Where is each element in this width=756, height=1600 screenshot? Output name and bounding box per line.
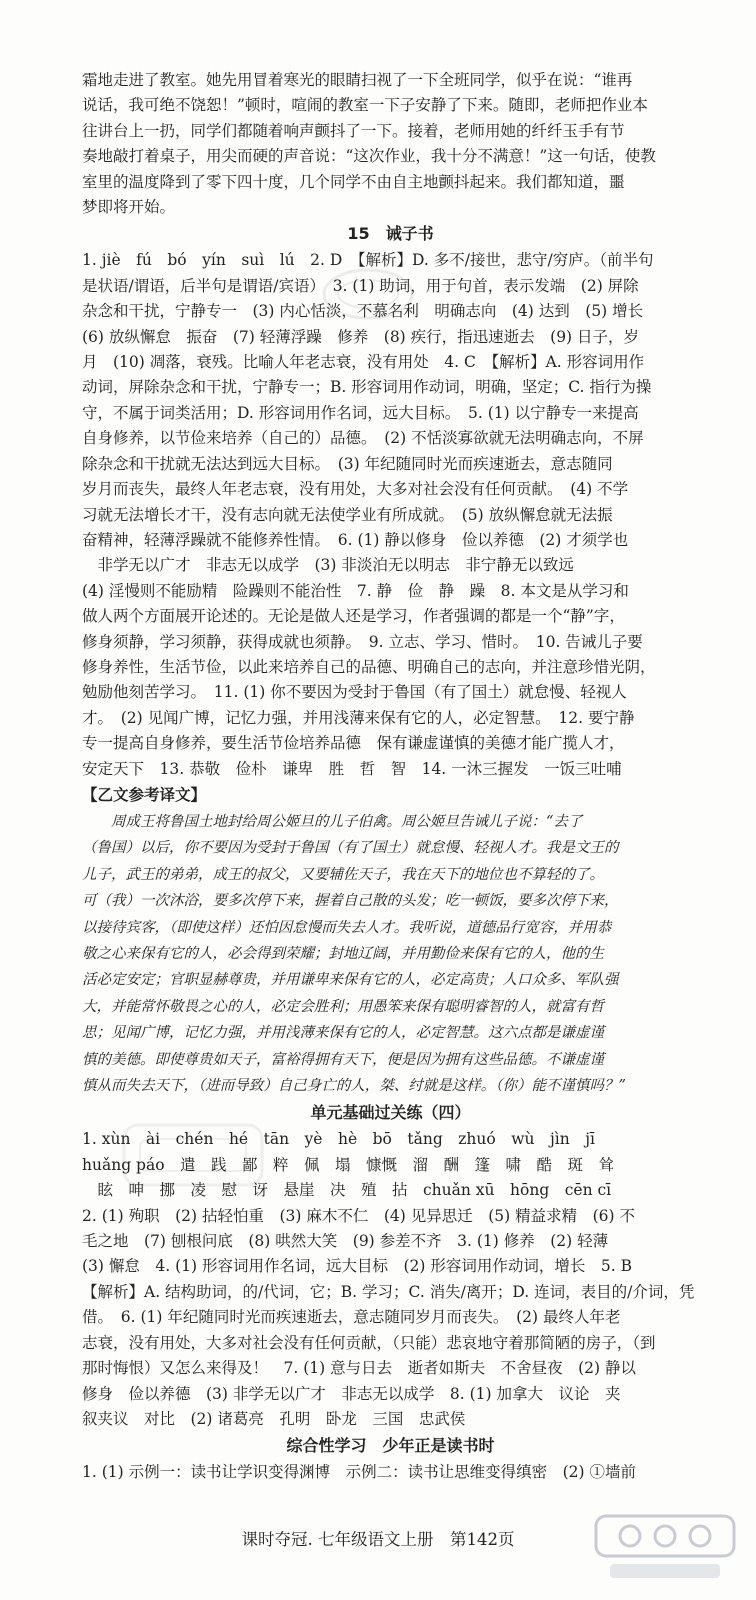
comprehensive-answers — [82, 1460, 699, 1485]
text-line: 自身修养，以节俭来培养（自己的）品德。 (2) 不恬淡寡欲就无法明确志向，不屏 — [82, 429, 644, 448]
text-line: 守，不属于词类活用；D. 形容词用作名词，远大目标。 5. (1) 以宁静专一来提高 — [82, 403, 639, 422]
page-footer: 课时夺冠. 七年级语文上册 第142页 — [241, 1530, 515, 1549]
text-line: 志衰，没有用处，大多对社会没有任何贡献，（只能）悲哀地守着那简陋的房子，（到 — [82, 1333, 656, 1352]
text-line: 敬之心来保有它的人，必会得到荣耀；封地辽阔，并用勤俭来保有它的人，他的生 — [82, 946, 604, 962]
text-line: 1. (1) 示例一：读书让学识变得渊博 示例二：读书让思维变得缜密 (2) ①墙前 — [82, 1463, 636, 1482]
text-line: 习就无法增长才干，没有志向就无法使学业有所成就。 (5) 放纵懈怠就无法振 — [82, 505, 613, 524]
text-line: 2. (1) 殉职 (2) 拈轻怕重 (3) 麻木不仁 (4) 见异思迁 (5) 精益求精 (6) 不 — [82, 1206, 636, 1225]
text-line: 借。 6. (1) 年纪随同时光而疾速逝去，意志随同岁月而丧失。 (2) 最终人年老 — [82, 1308, 621, 1327]
section-heading: 综合性学习 少年正是读书时 — [286, 1436, 495, 1456]
text-line: 修身须静，学习须静，获得成就也须静。 9. 立志、学习、惜时。 10. 告诫儿子要 — [82, 632, 643, 651]
text-line: 勉励他刻苦学习。 11. (1) 你不要因为受封于鲁国（有了国土）就怠慢、轻视人 — [82, 683, 627, 702]
text-line: 叙夹议 对比 (2) 诸葛亮 孔明 卧龙 三国 忠武侯 — [82, 1409, 466, 1428]
text-line: (6) 放纵懈怠 振奋 (7) 轻薄浮躁 修养 (8) 疾行，指迅速逝去 (9) 日子，岁 — [82, 327, 640, 346]
text-line: 1. jiè fú bó yín suì lú 2. D 【解析】D. 多不/接世，悲守/穷庐。（前半句 — [82, 251, 654, 270]
text-line: 除杂念和干扰就无法达到远大目标。 (3) 年纪随同时光而疾速逝去，意志随同 — [82, 454, 613, 473]
translation-title: 【乙文参考译文】 — [82, 785, 207, 804]
text-line: 大，并能常怀敬畏之心的人，必定会胜利；用愚笨来保有聪明睿智的人，就富有哲 — [82, 998, 604, 1015]
text-line: 以接待宾客，（即使这样）还怕因怠慢而失去人才。我听说，道德品行宽容，并用恭 — [82, 919, 612, 936]
text-line: 才。 (2) 见闻广博，记忆力强，并用浅薄来保有它的人，必定智慧。 12. 要宁静 — [82, 708, 635, 727]
text-line: 儿子，武王的弟弟，成王的叔父，又要辅佐天子，我在天下的地位也不算轻的了。 — [82, 866, 604, 883]
text-line: 梦即将开始。 — [82, 198, 176, 217]
text-line: 慎从而失去天下，（进而导致）自己身亡的人，桀、纣就是这样。（你）能不谨慎吗？” — [82, 1078, 626, 1095]
unit4-answers — [82, 1127, 699, 1432]
section15-answers — [82, 248, 699, 782]
text-line: 【解析】A. 结构助词，的/代词，它；B. 学习；C. 消失/离开；D. 连词，表目的/介词，凭 — [82, 1282, 695, 1301]
text-line: huǎng páo 遣 践 鄙 粹 佩 塌 慷慨 溜 酬 篷 啸 酷 斑 耸 — [82, 1155, 615, 1174]
text-line: 1. xùn ài chén hé tān yè hè bō tǎng zhuó wù jìn jī — [82, 1130, 595, 1149]
text-line: 那时悔恨）又怎么来得及！ 7. (1) 意与日去 逝者如斯夫 不舍昼夜 (2) 静以 — [82, 1359, 636, 1378]
text-line: 是状语/谓语，后半句是谓语/宾语） 3. (1) 助词，用于句首，表示发端 (2) 屏除 — [82, 276, 639, 295]
text-line: 奏地敲打着桌子，用尖而硬的声音说：“这次作业，我十分不满意！”这一句话，使教 — [82, 147, 656, 166]
text-line: 说话，我可绝不饶恕！”顿时，喧闹的教室一下子安静了下来。随即，老师把作业本 — [82, 96, 648, 115]
intro-paragraph — [82, 68, 699, 220]
text-line: 岁月而丧失，最终人年老志衰，没有用处，大多对社会没有任何贡献。 (4) 不学 — [82, 480, 629, 499]
text-line: 非学无以广才 非志无以成学 (3) 非淡泊无以明志 非宁静无以致远 — [82, 556, 574, 575]
text-line: 室里的温度降到了零下四十度，几个同学不由自主地颤抖起来。我们都知道，噩 — [82, 172, 625, 191]
text-line: 月 (10) 凋落，衰残。比喻人年老志衰，没有用处 4. C 【解析】A. 形容词用作 — [82, 353, 645, 372]
text-line: 慎的美德。即使尊贵如天子，富裕得拥有天下，便是因为拥有这些品德。不谦虚谨 — [82, 1051, 604, 1068]
text-line: 动词，屏除杂念和干扰，宁静专一；B. 形容词用作动词，明确，坚定；C. 指行为操 — [82, 378, 652, 397]
section-heading: 15 诫子书 — [347, 224, 434, 244]
text-line: 活必定安定；官职显赫尊贵，并用谦卑来保有它的人，必定高贵；人口众多、军队强 — [82, 972, 619, 989]
text-line: 奋精神，轻薄浮躁就不能修养性情。 6. (1) 静以修身 俭以养德 (2) 才须学也 — [82, 530, 629, 549]
translation-paragraph — [82, 809, 699, 1099]
text-line: (4) 淫慢则不能励精 险躁则不能治性 7. 静 俭 静 躁 8. 本文是从学习和 — [82, 581, 629, 600]
text-line: 霜地走进了教室。她先用冒着寒光的眼睛扫视了一下全班同学，似乎在说：“谁再 — [82, 71, 633, 89]
text-line: （鲁国）以后，你不要因为受封于鲁国（有了国土）就怠慢、轻视人才。我是文王的 — [82, 840, 619, 857]
text-line: 修身 俭以养德 (3) 非学无以广才 非志无以成学 8. (1) 加拿大 议论 夹 — [82, 1384, 621, 1403]
text-line: 杂念和干扰，宁静专一 (3) 内心恬淡，不慕名利 明确志向 (4) 达到 (5) 增长 — [82, 302, 644, 321]
text-line: 安定天下 13. 恭敬 俭朴 谦卑 胜 哲 智 14. 一沐三握发 一饭三吐哺 — [82, 759, 622, 778]
text-line: 眩 呻 挪 凌 慰 讶 悬崖 决 殖 拈 chuǎn xū hōng cēn cī — [82, 1181, 612, 1200]
text-line: (3) 懈怠 4. (1) 形容词用作名词，远大目标 (2) 形容词用作动词，增长 5. B — [82, 1257, 632, 1276]
text-line: 可（我）一次沐浴，要多次停下来，握着自己散的头发；吃一顿饭，要多次停下来， — [82, 893, 619, 910]
text-line: 往讲台上一扔，同学们都随着响声颤抖了一下。接着，老师用她的纤纤玉手有节 — [82, 121, 625, 140]
text-line: 专一提高自身修养，要生活节俭培养品德 保有谦虚谨慎的美德才能广揽人才， — [82, 734, 625, 753]
text-line: 毛之地 (7) 刨根问底 (8) 哄然大笑 (9) 参差不齐 3. (1) 修养 (2) 轻薄 — [82, 1232, 609, 1251]
text-line: 周成王将鲁国土地封给周公姬旦的儿子伯禽。周公姬旦告诫儿子说：“去了 — [82, 813, 583, 830]
text-line: 做人两个方面展开论述的。无论是做人还是学习，作者强调的都是一个“静”字， — [82, 607, 625, 626]
page-content — [82, 68, 699, 1486]
watermark-logo-icon — [590, 1508, 740, 1588]
text-line: 思；见闻广博，记忆力强，并用浅薄来保有它的人，必定智慧。这六点都是谦虚谨 — [82, 1025, 604, 1042]
section-heading: 单元基础过关练（四） — [310, 1103, 471, 1123]
text-line: 修身养性，生活节俭，以此来培养自己的品德、明确自己的志向，并注意珍惜光阴， — [82, 657, 656, 676]
